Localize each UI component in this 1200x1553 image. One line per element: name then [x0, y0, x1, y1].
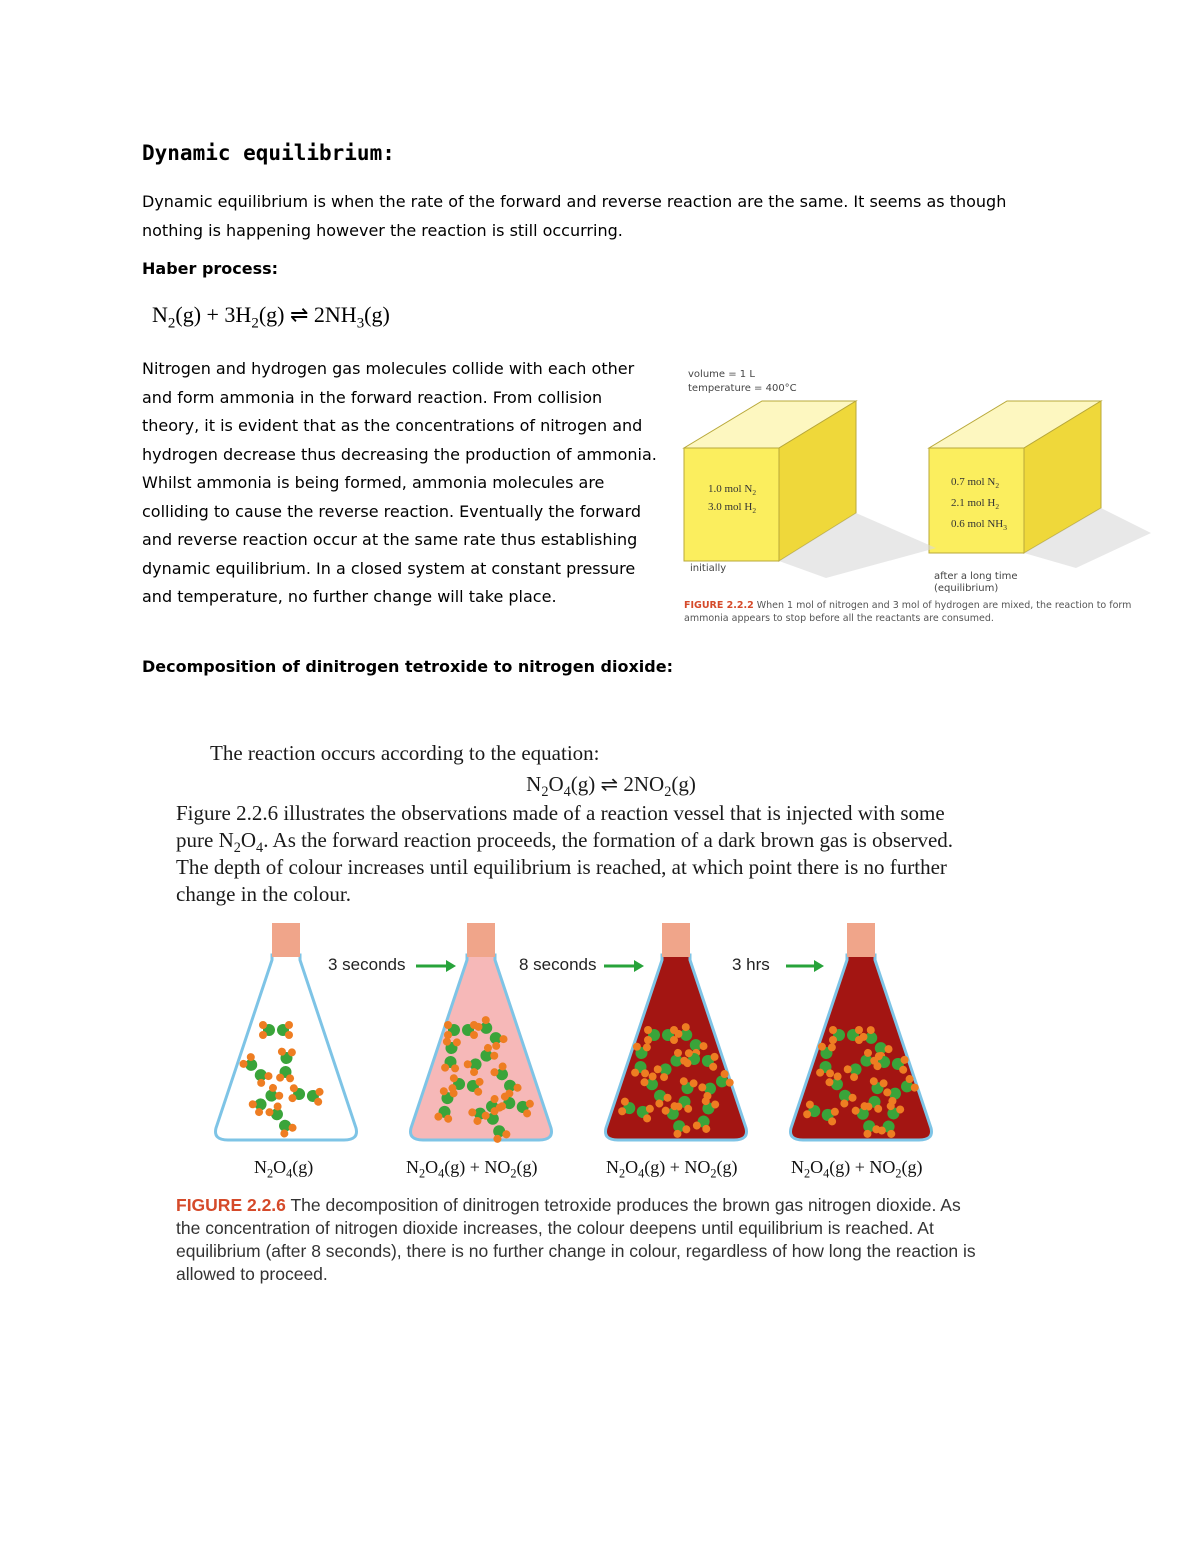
initial-h2: 3.0 mol $H_2$	[708, 501, 757, 516]
stopper-4	[847, 923, 875, 957]
final-h2: 2.1 mol $H_2$	[951, 497, 1000, 512]
temperature-label: temperature = 400°C	[688, 383, 797, 394]
equilibrium-label: (equilibrium)	[934, 583, 999, 594]
atom	[444, 1031, 452, 1039]
atom	[855, 1026, 863, 1034]
flask-1	[216, 955, 357, 1140]
figure-equilibrium-cubes	[676, 363, 1151, 633]
stopper-3	[662, 923, 690, 957]
haber-paragraph: Nitrogen and hydrogen gas molecules collide with each other and form ammonia in the forward reaction. From collision theory, it is evident that as the concentrations of nitrogen and hydrogen decrease thus decreasing the production of ammonia. Whilst ammonia is being formed, ammonia molecules are colliding to cause the reverse reaction. Eventually the forward and reverse reaction occur at the same rate thus establishing dynamic equilibrium. In a closed system at constant pressure and temperature, no further change will take place.	[142, 359, 657, 606]
atom	[644, 1036, 652, 1044]
figure-222-caption: FIGURE 2.2.2 When 1 mol of nitrogen and 3 mol of hydrogen are mixed, the reaction to form ammonia appears to stop before all the reactants are consumed.	[684, 600, 1132, 624]
textbook-excerpt	[176, 740, 986, 908]
page-title: Dynamic equilibrium:	[142, 141, 395, 165]
atom	[829, 1036, 837, 1044]
arrow-head-1	[446, 960, 456, 972]
atom	[829, 1026, 837, 1034]
excerpt-paragraph: Figure 2.2.6 illustrates the observations made of a reaction vessel that is injected with some pure $N_2O_4$. As the forward reaction proceeds, the formation of a dark brown gas is observed. The depth of colour increases until equilibrium is reached, at which point there is no further change in the colour.	[176, 801, 954, 906]
flask-label-1: $N_2O_4(g)$	[254, 1157, 314, 1181]
volume-label: volume = 1 L	[688, 369, 755, 380]
atom	[259, 1021, 267, 1029]
cubes-drawing	[676, 363, 1151, 593]
excerpt-intro: The reaction occurs according to the equation:	[210, 741, 600, 765]
flask-label-4: $N_2O_4(g) + NO_2(g)$	[791, 1157, 923, 1181]
n2o4-equation: $N_2O_4(g)$ ⇌ $2NO_2(g)$	[526, 772, 696, 801]
figure-226-caption: FIGURE 2.2.6 The decomposition of dinitrogen tetroxide produces the brown gas nitrogen dioxide. As the concentration of nitrogen dioxide increases, the colour deepens until equilibrium is reached. At equilibrium (after 8 seconds), there is no further change in colour, regardless of how long the reaction is allowed to proceed.	[176, 1195, 976, 1284]
atom	[285, 1021, 293, 1029]
stopper-1	[272, 923, 300, 957]
flask-label-2: $N_2O_4(g) + NO_2(g)$	[406, 1157, 538, 1181]
arrow-label-2: 8 seconds	[519, 955, 597, 974]
flask-label-3: $N_2O_4(g) + NO_2(g)$	[606, 1157, 738, 1181]
atom	[644, 1026, 652, 1034]
final-nh3: 0.6 mol $NH_3$	[951, 518, 1007, 533]
haber-heading: Haber process:	[142, 259, 279, 278]
atom	[444, 1021, 452, 1029]
arrow-label-3: 3 hrs	[732, 955, 770, 974]
arrow-head-3	[814, 960, 824, 972]
flasks-drawing	[206, 915, 966, 1155]
arrow-label-1: 3 seconds	[328, 955, 406, 974]
final-n2: 0.7 mol $N_2$	[951, 476, 1000, 491]
intro-paragraph: Dynamic equilibrium is when the rate of the forward and reverse reaction are the same. It seems as though nothing is happening however the reaction is still occurring.	[142, 192, 1007, 240]
decomposition-heading: Decomposition of dinitrogen tetroxide to nitrogen dioxide:	[142, 657, 673, 676]
figure-flasks	[206, 915, 966, 1205]
arrow-head-2	[634, 960, 644, 972]
stopper-2	[467, 923, 495, 957]
after-long-time-label: after a long time	[934, 571, 1018, 582]
haber-equation: $N_2(g) + 3H_2(g)$ ⇌ $2NH_3(g)$	[152, 302, 390, 332]
initial-n2: 1.0 mol $N_2$	[708, 483, 757, 498]
atom	[285, 1031, 293, 1039]
atom	[470, 1031, 478, 1039]
initially-label: initially	[690, 563, 727, 574]
atom	[259, 1031, 267, 1039]
